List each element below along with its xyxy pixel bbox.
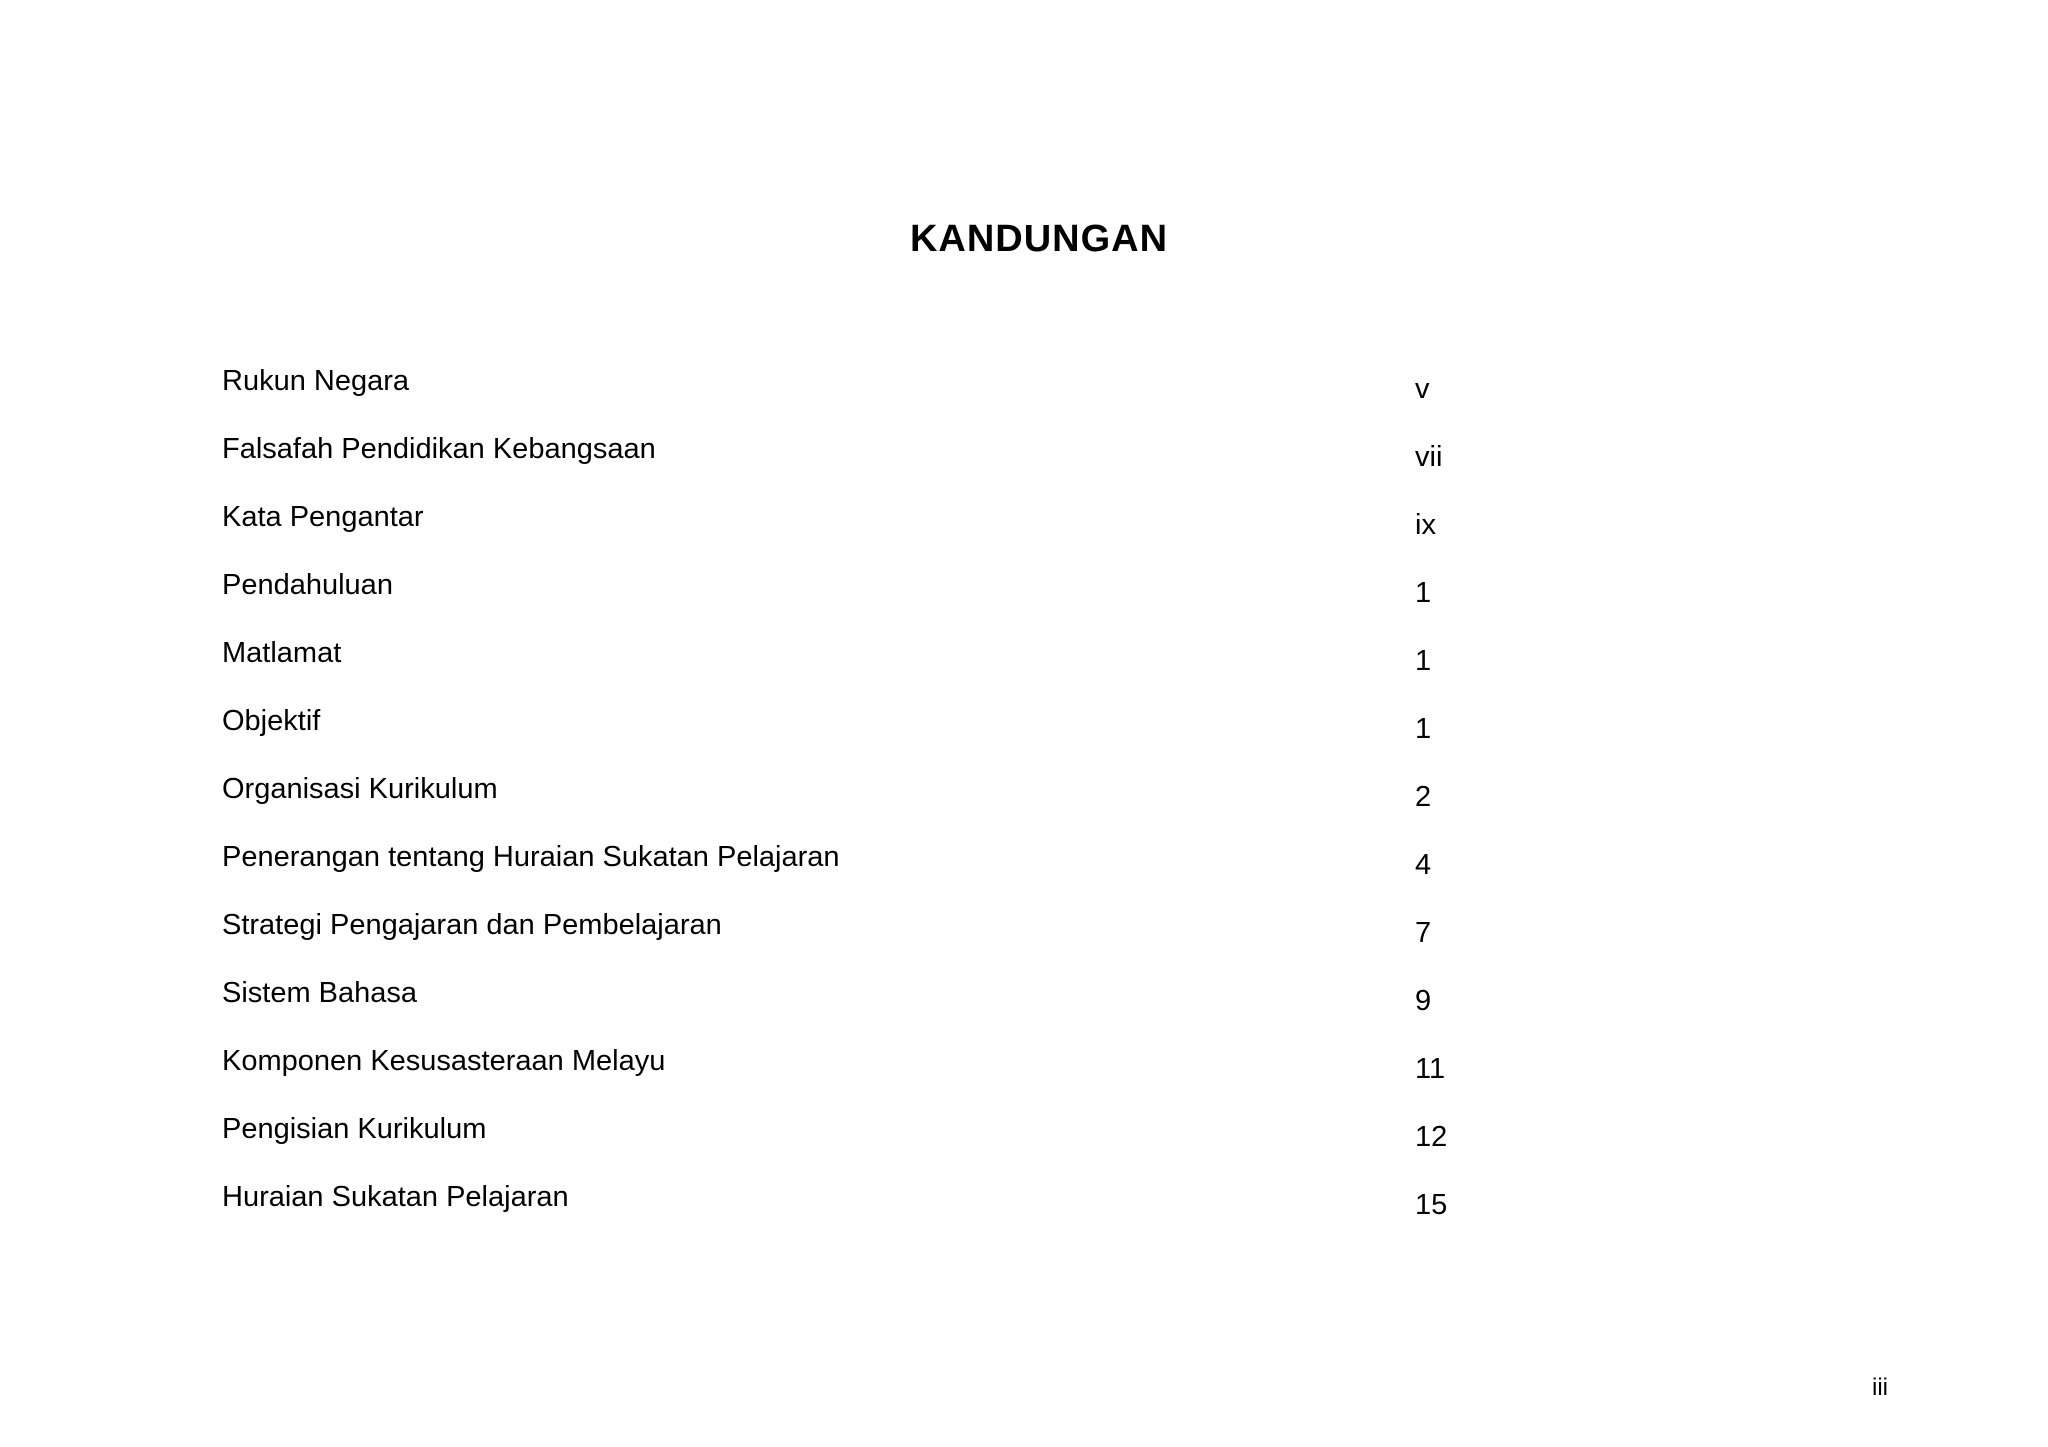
toc-entry-page: 1 bbox=[1415, 713, 1432, 745]
toc-entry[interactable] bbox=[222, 365, 1522, 433]
toc-entry[interactable] bbox=[222, 569, 1522, 637]
toc-entry[interactable] bbox=[222, 977, 1522, 1045]
toc-entry[interactable] bbox=[222, 1113, 1522, 1181]
toc-entry-page: v bbox=[1415, 373, 1430, 405]
toc-entry-label: Kata Pengantar bbox=[222, 501, 424, 533]
toc-entry-label: Organisasi Kurikulum bbox=[222, 773, 498, 805]
toc-entry[interactable] bbox=[222, 1181, 1522, 1249]
toc-entry-page: 11 bbox=[1415, 1053, 1446, 1085]
toc-entry-page: 15 bbox=[1415, 1189, 1448, 1221]
toc-entry-page: 4 bbox=[1415, 849, 1432, 881]
toc-entry-label: Huraian Sukatan Pelajaran bbox=[222, 1181, 569, 1213]
page-title: KANDUNGAN bbox=[909, 218, 1169, 260]
toc-entry[interactable] bbox=[222, 637, 1522, 705]
toc-entry[interactable] bbox=[222, 773, 1522, 841]
toc-entry-page: 1 bbox=[1415, 645, 1432, 677]
toc-entry-label: Pengisian Kurikulum bbox=[222, 1113, 487, 1145]
toc-entry[interactable] bbox=[222, 909, 1522, 977]
toc-entry-label: Objektif bbox=[222, 705, 321, 737]
toc-entry-page: 1 bbox=[1415, 577, 1432, 609]
toc-entry[interactable] bbox=[222, 705, 1522, 773]
toc-entry-label: Falsafah Pendidikan Kebangsaan bbox=[222, 433, 656, 465]
toc-entry-page: ix bbox=[1415, 509, 1436, 541]
toc-entry-label: Strategi Pengajaran dan Pembelajaran bbox=[222, 909, 722, 941]
toc-entry-page: 2 bbox=[1415, 781, 1432, 813]
toc-entry-label: Matlamat bbox=[222, 637, 342, 669]
toc-entry[interactable] bbox=[222, 501, 1522, 569]
toc-entry-page: 7 bbox=[1415, 917, 1432, 949]
toc-entry[interactable] bbox=[222, 841, 1522, 909]
toc-entry-label: Sistem Bahasa bbox=[222, 977, 418, 1009]
toc-entry-label: Pendahuluan bbox=[222, 569, 393, 601]
toc-entry[interactable] bbox=[222, 433, 1522, 501]
toc-entry-label: Penerangan tentang Huraian Sukatan Pelajaran bbox=[222, 841, 840, 873]
toc-entry-label: Rukun Negara bbox=[222, 365, 409, 397]
toc-entry-page: 9 bbox=[1415, 985, 1432, 1017]
toc-entry-page: 12 bbox=[1415, 1121, 1448, 1153]
table-of-contents bbox=[222, 365, 1522, 1249]
toc-entry-page: vii bbox=[1415, 441, 1443, 473]
page-number: iii bbox=[1872, 1374, 1888, 1401]
toc-entry-label: Komponen Kesusasteraan Melayu bbox=[222, 1045, 666, 1077]
toc-entry[interactable] bbox=[222, 1045, 1522, 1113]
